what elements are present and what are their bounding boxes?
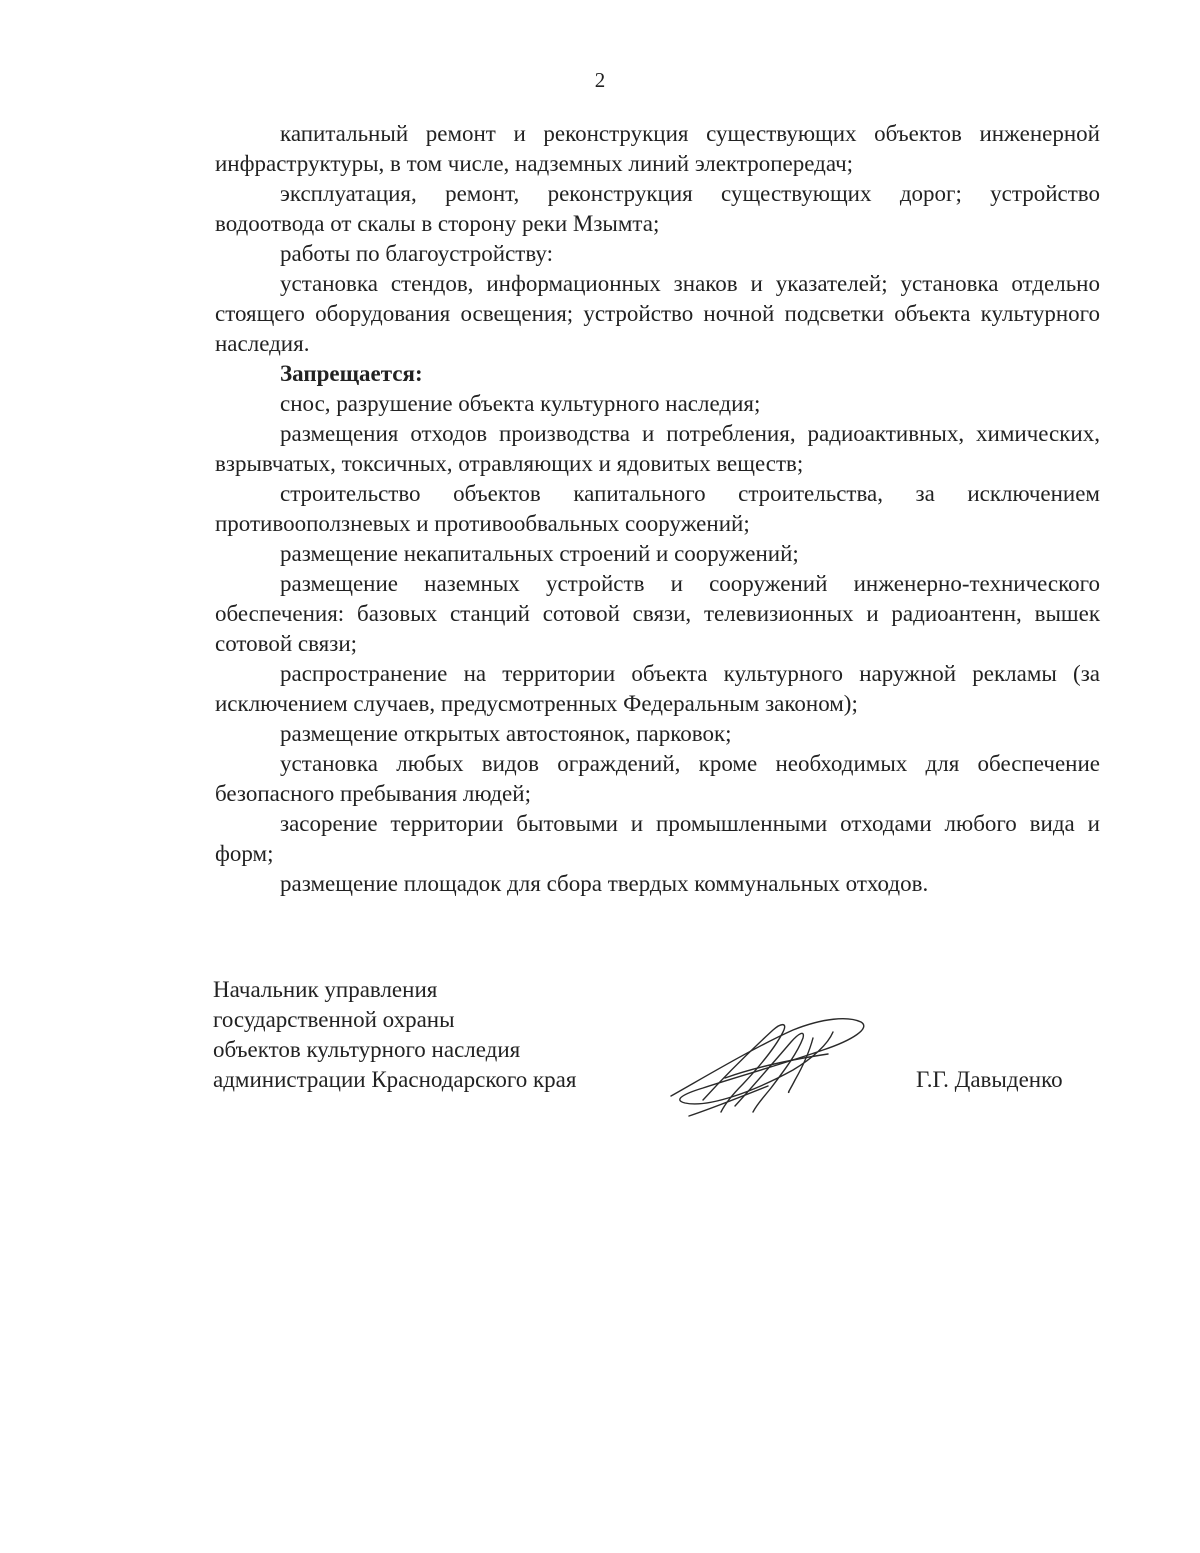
paragraph: строительство объектов капитального строительства, за исключением противооползневых и противообвальных сооружений; [215, 481, 1100, 536]
signer-name: Г.Г. Давыденко [916, 1067, 1063, 1092]
paragraph: распространение на территории объекта культурного наружной рекламы (за исключением случаев, предусмотренных Федеральным законом); [215, 661, 1100, 716]
paragraph: засорение территории бытовыми и промышленными отходами любого вида и форм; [215, 811, 1100, 866]
paragraph: размещение некапитальных строений и сооружений; [280, 541, 799, 566]
paragraph: снос, разрушение объекта культурного наследия; [280, 391, 761, 416]
section-heading-prohibited: Запрещается: [280, 361, 423, 386]
paragraph: размещение наземных устройств и сооружений инженерно-технического обеспечения: базовых станций сотовой связи, телевизионных и радиоантенн, вышек сотовой связи; [215, 571, 1100, 656]
paragraph: размещение площадок для сбора твердых коммунальных отходов. [280, 871, 929, 896]
position-title-line: Начальник управления [213, 977, 438, 1002]
handwritten-signature [663, 1008, 878, 1123]
document-body [215, 119, 1100, 899]
signature-position-title [213, 975, 576, 1095]
position-title-line: администрации Краснодарского края [213, 1067, 577, 1092]
paragraph: капитальный ремонт и реконструкция существующих объектов инженерной инфраструктуры, в том числе, надземных линий электропередач; [215, 121, 1100, 176]
position-title-line: государственной охраны [213, 1007, 455, 1032]
paragraph: работы по благоустройству: [280, 241, 553, 266]
paragraph: размещения отходов производства и потребления, радиоактивных, химических, взрывчатых, токсичных, отравляющих и ядовитых веществ; [215, 421, 1100, 476]
paragraph: эксплуатация, ремонт, реконструкция существующих дорог; устройство водоотвода от скалы в сторону реки Мзымта; [215, 181, 1100, 236]
position-title-line: объектов культурного наследия [213, 1037, 521, 1062]
paragraph: установка стендов, информационных знаков и указателей; установка отдельно стоящего оборудования освещения; устройство ночной подсветки объекта культурного наследия. [215, 271, 1100, 356]
page-number: 2 [594, 68, 606, 92]
paragraph: установка любых видов ограждений, кроме необходимых для обеспечение безопасного пребывания людей; [215, 751, 1100, 806]
paragraph: размещение открытых автостоянок, парковок; [280, 721, 732, 746]
